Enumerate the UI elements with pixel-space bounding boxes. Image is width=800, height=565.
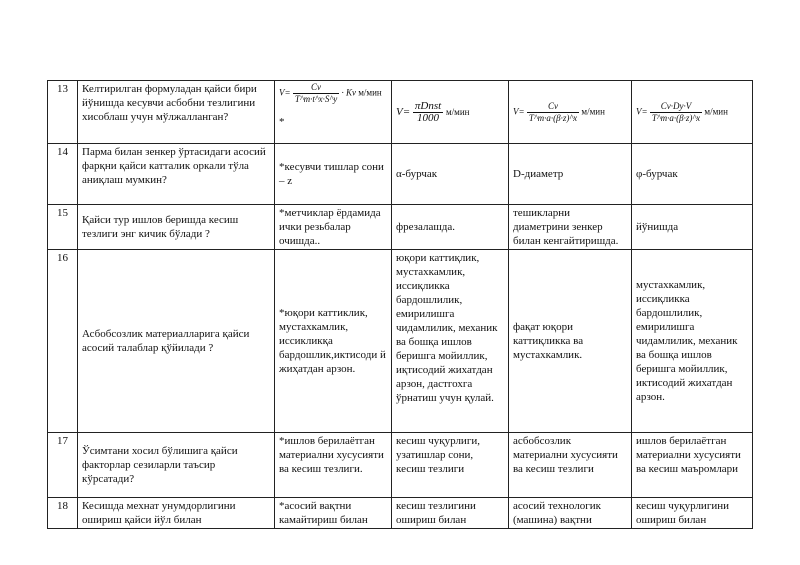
answer-cell xyxy=(392,81,509,144)
answer-cell: α-бурчак xyxy=(392,144,509,205)
question-text: Кесишда мехнат унумдорлигини ошириш қайси йўл билан xyxy=(78,498,275,529)
answer-cell: юқори каттиқлик, мустахкамлик, иссиқликка бардошлилик, емирилишга чидамлилик, механик ва бошқа ишлов беришга мойиллик, иқтисодий жихатдан арзон, дастгохга ўрнатиш учун қулай. xyxy=(392,250,509,433)
question-number: 18 xyxy=(48,498,78,529)
formula: V= $\frac{\text{πDnst}}{1000}$ м/мин xyxy=(396,99,470,124)
answer-cell: *кесувчи тишлар сони – z xyxy=(275,144,392,205)
question-number: 14 xyxy=(48,144,78,205)
question-text: Парма билан зенкер ўртасидаги асосий фарқни қайси катталик оркали тўла аниқлаш мумкин? xyxy=(78,144,275,205)
answer-cell: *ишлов берилаётган материални хусусияти ва кесиш тезлиги. xyxy=(275,433,392,498)
answer-cell: тешикларни диаметрини зенкер билан кенгайтиришда. xyxy=(509,205,632,250)
quiz-table xyxy=(47,80,753,529)
answer-cell: φ-бурчак xyxy=(632,144,753,205)
question-number: 15 xyxy=(48,205,78,250)
question-number: 13 xyxy=(48,81,78,144)
answer-cell xyxy=(275,81,392,144)
answer-cell: асбобсозлик материални хусусияти ва кесиш тезлиги xyxy=(509,433,632,498)
table-row xyxy=(48,433,753,498)
question-number: 16 xyxy=(48,250,78,433)
table-row xyxy=(48,144,753,205)
question-text: Қайси тур ишлов беришда кесиш тезлиги энг кичик бўлади ? xyxy=(78,205,275,250)
table-row xyxy=(48,205,753,250)
table-row xyxy=(48,81,753,144)
answer-cell: асосий технологик (машина) вақтни xyxy=(509,498,632,529)
answer-cell: фрезалашда. xyxy=(392,205,509,250)
answer-cell: *юқори каттиклик, мустахкамлик, иссикликқа бардошлик,иктисоди й жиҳатдан арзон. xyxy=(275,250,392,433)
question-text: Ўсимтани хосил бўлишига қайси факторлар сезиларли таъсир кўрсатади? xyxy=(78,433,275,498)
formula: V= $\frac{Cv}{T\^{}m\cdot a\cdot(\beta\cdot z)\^{}x}$ м/мин xyxy=(513,100,605,123)
question-text: Асбобсозлик материалларига қайси асосий талаблар қўйилади ? xyxy=(78,250,275,433)
answer-cell: кесиш чуқурлигини ошириш билан xyxy=(632,498,753,529)
answer-cell xyxy=(632,81,753,144)
answer-cell: ишлов берилаётган материални хусусияти ва кесиш маърoмлари xyxy=(632,433,753,498)
formula: V= $\frac{Cv}{T\^{}m\cdot t\^{}x\cdot S\^{}y}$ · Kv м/мин xyxy=(279,82,382,104)
question-text: Келтирилган формуладан қайси бири йўнишда кесувчи асбобни тезлигини хисоблаш учун мўлжалланган? xyxy=(78,81,275,144)
answer-cell: *асосий вақтни камайтириш билан xyxy=(275,498,392,529)
answer-cell: D-диаметр xyxy=(509,144,632,205)
question-number: 17 xyxy=(48,433,78,498)
answer-cell: мустахкамлик, иссиқликка бардошлилик, емирилишга чидамлилик, механик ва бошқа ишлов беришга мойиллик, иктисодий жихатдан арзон. xyxy=(632,250,753,433)
formula: V= $\frac{Cv\cdot Dy\cdot V}{T\^{}m\cdot a\cdot(\beta\cdot z)\^{}x}$ м/мин xyxy=(636,100,728,123)
answer-cell: кесиш чуқурлиги, узатишлар сони, кесиш тезлиги xyxy=(392,433,509,498)
answer-cell: фақат юқори каттиқликка ва мустахкамлик. xyxy=(509,250,632,433)
answer-cell xyxy=(509,81,632,144)
correct-marker: * xyxy=(279,116,285,128)
table-row xyxy=(48,250,753,433)
answer-cell: *метчиклар ёрдамида ички резьбалар очишда.. xyxy=(275,205,392,250)
answer-cell: йўнишда xyxy=(632,205,753,250)
answer-cell: кесиш тезлигини ошириш билан xyxy=(392,498,509,529)
table-row xyxy=(48,498,753,529)
